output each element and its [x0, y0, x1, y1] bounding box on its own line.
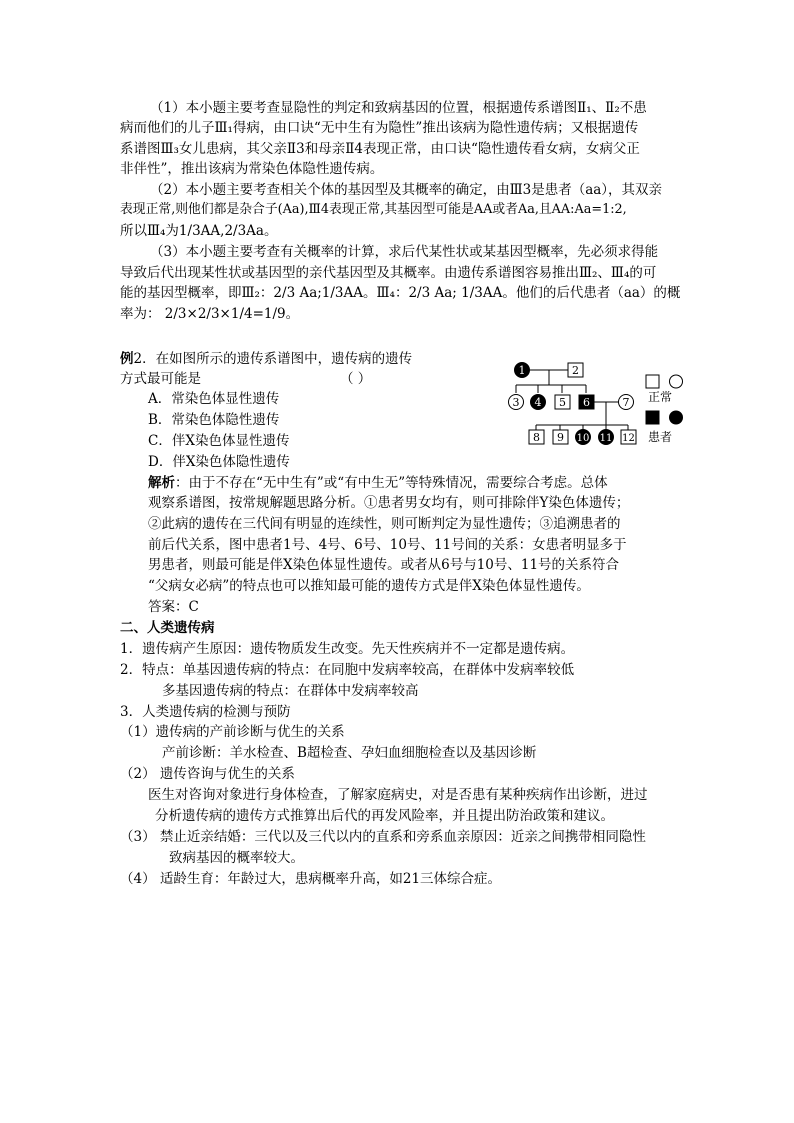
list-item: 2．特点：单基因遗传病的特点：在同胞中发病率较高，在群体中发病率较低	[120, 662, 575, 678]
option-a: A．常染色体显性遗传	[148, 391, 280, 407]
analysis-line: 观察系谱图，按常规解题思路分析。①患者男女均有，则可排除伴Y染色体遗传；	[148, 495, 630, 511]
individual-label: 12	[622, 433, 635, 444]
analysis-line: 男患者，则最可能是伴X染色体显性遗传。或者从6号与10号、11号的关系符合	[148, 557, 620, 573]
text-line: （3）本小题主要考查有关概率的计算，求后代某性状或某基因型概率，先必须求得能	[150, 244, 659, 260]
list-item: 医生对咨询对象进行身体检查，了解家庭病史，对是否患有某种疾病作出诊断，进过	[148, 787, 648, 803]
legend-affected-label: 患者	[648, 430, 673, 444]
text-line: 系谱图Ⅲ₃女儿患病，其父亲Ⅱ3和母亲Ⅱ4表现正常，由口诀“隐性遗传看女病，女病父正	[120, 141, 640, 157]
individual-label: 5	[559, 396, 566, 409]
analysis-text: ：由于不存在“无中生有”或“有中生无”等特殊情况，需要综合考虑。总体	[175, 475, 608, 491]
answer-line: 答案：C	[148, 599, 199, 615]
legend-affected-female-icon	[670, 411, 683, 424]
individual-label: 6	[583, 396, 590, 409]
list-item: 1．遗传病产生原因：遗传物质发生改变。先天性疾病并不一定都是遗传病。	[120, 641, 575, 657]
question-text: 2．在如图所示的遗传系谱图中，遗传病的遗传	[133, 351, 413, 367]
text-line: （1）本小题主要考查显隐性的判定和致病基因的位置，根据遗传系谱图Ⅱ₁、Ⅱ₂不患	[150, 100, 647, 116]
individual-label: 2	[572, 364, 579, 377]
option-c: C．伴X染色体显性遗传	[148, 433, 290, 449]
legend-normal-female-icon	[670, 375, 683, 388]
list-item: （3） 禁止近亲结婚：三代以及三代以内的直系和旁系血亲原因：近亲之间携带相同隐性	[120, 829, 646, 845]
individual-label: 9	[557, 431, 564, 444]
text-line: 表现正常,则他们都是杂合子(Aa),Ⅲ4表现正常,其基因型可能是AA或者Aa,且AA:Aa=1:2,	[120, 202, 627, 217]
analysis-line: ②此病的遗传在三代间有明显的连续性，则可断判定为显性遗传；③追溯患者的	[148, 516, 621, 532]
text-line: （2）本小题主要考查相关个体的基因型及其概率的确定，由Ⅲ3是患者（aa），其双亲	[150, 182, 663, 198]
list-item: 致病基因的概率较大。	[169, 850, 304, 866]
section-heading: 二、人类遗传病	[120, 620, 215, 636]
legend-normal-male-icon	[646, 375, 659, 388]
analysis-line: “父病女必病”的特点也可以推知最可能的遗传方式是伴X染色体显性遗传。	[148, 578, 590, 594]
individual-label: 4	[534, 396, 542, 409]
list-item: 3．人类遗传病的检测与预防	[120, 704, 291, 720]
list-item: 多基因遗传病的特点：在群体中发病率较高	[162, 683, 419, 699]
legend-normal-label: 正常	[648, 390, 673, 404]
analysis-line: 前后代关系，图中患者1号、4号、6号、10号、11号间的关系：女患者明显多于	[148, 537, 627, 553]
text-line: 率为： 2/3×2/3×1/4=1/9。	[120, 306, 300, 322]
text-line: 能的基因型概率，即Ⅲ₂：2/3 Aa;1/3AA。Ⅲ₄：2/3 Aa; 1/3AA。他们的后代患者（aa）的概	[120, 285, 681, 301]
legend-affected-male-icon	[646, 411, 659, 424]
text-line: 所以Ⅲ₄为1/3AA,2/3Aa。	[120, 223, 278, 239]
text-line: 导致后代出现某性状或基因型的亲代基因型及其概率。由遗传系谱图容易推出Ⅲ₂、Ⅲ₄的可	[120, 265, 657, 281]
pedigree-diagram	[506, 359, 686, 449]
option-b: B．常染色体隐性遗传	[148, 412, 280, 428]
list-item: （4） 适龄生育：年龄过大，患病概率升高，如21三体综合症。	[120, 871, 502, 887]
individual-label: 7	[622, 396, 630, 409]
text-line: 病而他们的儿子Ⅲ₁得病，由口诀“无中生有为隐性”推出该病为隐性遗传病；又根据遗传	[120, 120, 639, 136]
list-item: （2） 遗传咨询与优生的关系	[120, 766, 295, 782]
text-line: 非伴性”，推出该病为常染色体隐性遗传病。	[120, 161, 384, 177]
question-line: 方式最可能是	[120, 371, 201, 387]
option-d: D．伴X染色体隐性遗传	[148, 454, 290, 470]
individual-label: 10	[576, 433, 590, 444]
question-line	[120, 349, 412, 370]
example-label: 例	[120, 351, 134, 367]
list-item: 分析遗传病的遗传方式推算出后代的再发风险率，并且提出防治政策和建议。	[155, 808, 614, 824]
individual-label: 1	[518, 364, 526, 377]
list-item: 产前诊断：羊水检查、B超检查、孕妇血细胞检查以及基因诊断	[162, 745, 537, 761]
individual-label: 3	[512, 396, 520, 409]
analysis-line	[148, 473, 608, 494]
answer-blank: （ ）	[340, 371, 372, 387]
individual-label: 8	[533, 431, 540, 444]
list-item: （1）遗传病的产前诊断与优生的关系	[120, 724, 345, 740]
individual-label: 11	[599, 433, 613, 444]
analysis-label: 解析	[148, 475, 175, 491]
